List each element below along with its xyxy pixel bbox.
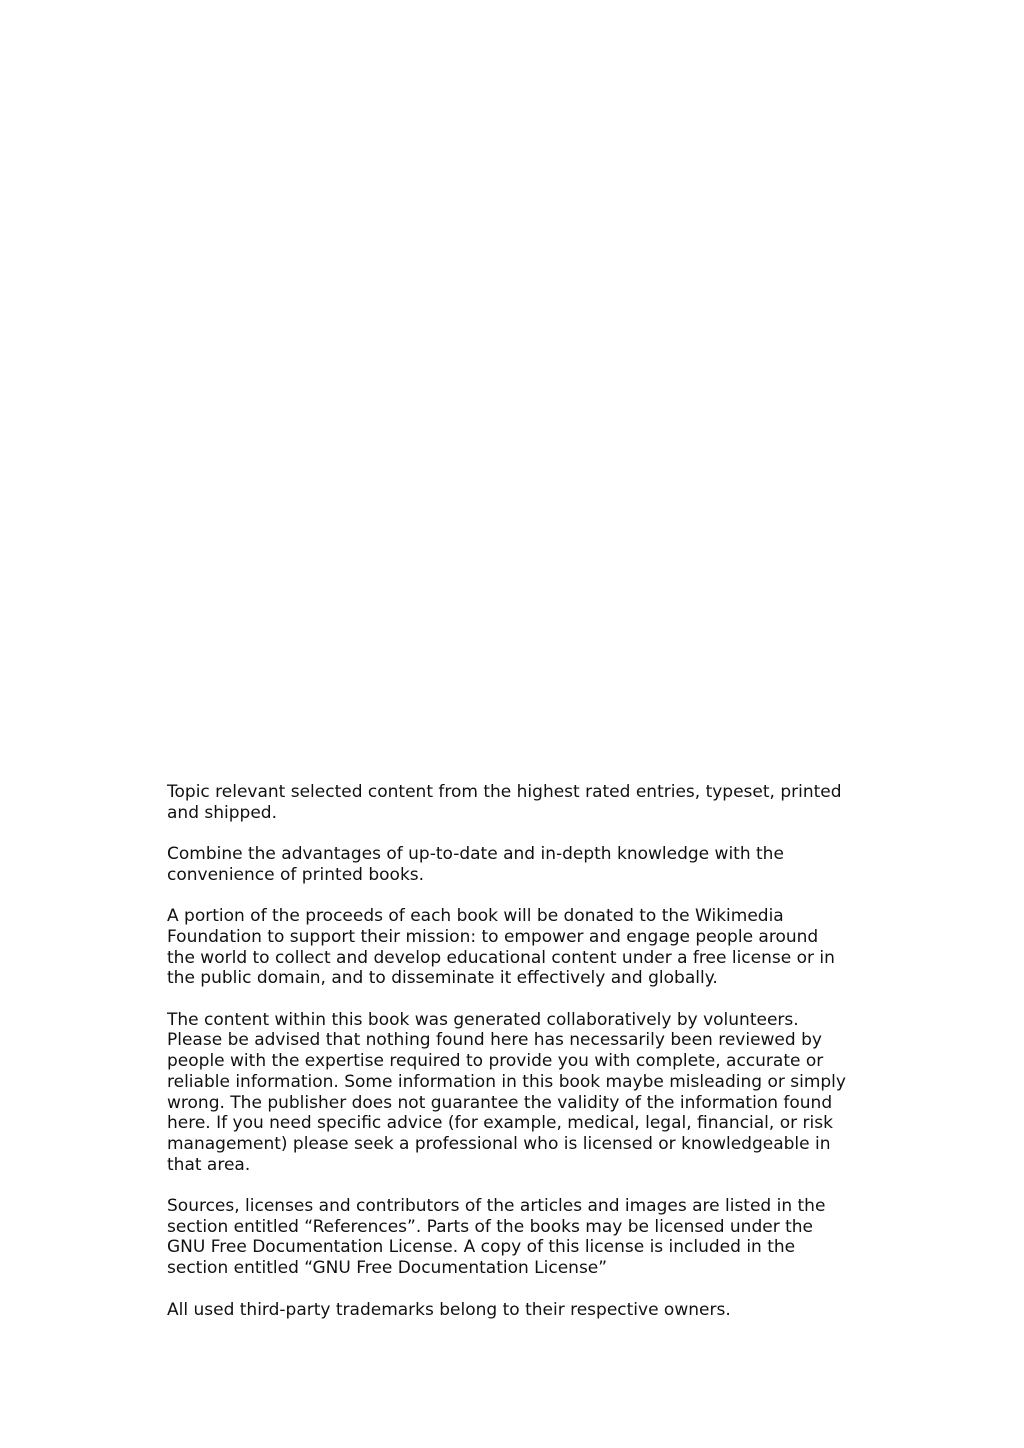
text-line: A portion of the proceeds of each book will be donated to the Wikimedia [167,906,784,927]
paragraph-trademarks [167,1300,867,1321]
paragraph-sources-licenses [167,1196,867,1279]
text-line: GNU Free Documentation License. A copy of this license is included in the [167,1237,796,1258]
text-line: and shipped. [167,802,277,823]
paragraph-combine-advantages [167,844,867,885]
text-line: Combine the advantages of up-to-date and in-depth knowledge with the [167,844,784,865]
paragraph-topic-relevant [167,782,867,823]
text-line: management) please seek a professional who is licensed or knowledgeable in [167,1133,831,1154]
text-line: Sources, licenses and contributors of the articles and images are listed in the [167,1196,826,1216]
text-line: wrong. The publisher does not guarantee the validity of the information found [167,1092,833,1113]
paragraph-volunteer-content-disclaimer [167,1010,867,1176]
text-line: The content within this book was generated collaboratively by volunteers. [167,1009,799,1030]
paragraph-wikimedia-donation [167,906,867,989]
text-line: All used third-party trademarks belong to their respective owners. [167,1299,731,1320]
disclaimer-text-block [167,782,867,1320]
text-line: section entitled “References”. Parts of the books may be licensed under the [167,1216,813,1237]
text-line: Foundation to support their mission: to empower and engage people around [167,926,819,947]
text-line: the public domain, and to disseminate it effectively and globally. [167,968,718,989]
text-line: reliable information. Some information in this book maybe misleading or simply [167,1071,846,1092]
text-line: here. If you need specific advice (for example, medical, legal, financial, or risk [167,1113,833,1134]
text-line: convenience of printed books. [167,864,425,885]
text-line: the world to collect and develop educational content under a free license or in [167,947,835,968]
text-line: Please be advised that nothing found here has necessarily been reviewed by [167,1030,822,1051]
text-line: that area. [167,1154,251,1175]
text-line: Topic relevant selected content from the highest rated entries, typeset, printed [167,782,842,802]
text-line: people with the expertise required to provide you with complete, accurate or [167,1051,824,1072]
text-line: section entitled “GNU Free Documentation License” [167,1258,608,1279]
